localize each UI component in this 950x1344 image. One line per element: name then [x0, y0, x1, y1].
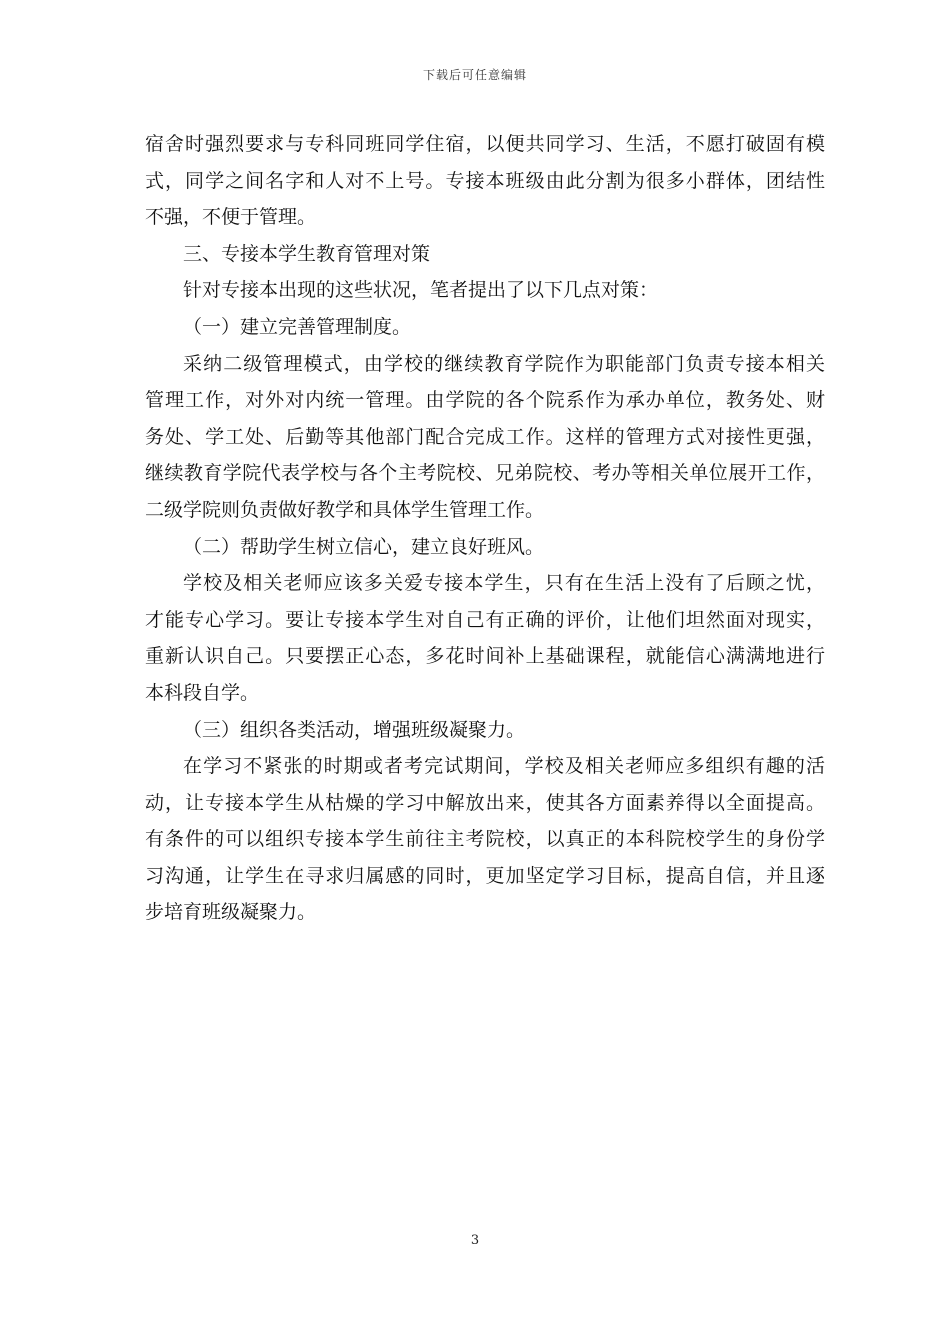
text-line: （三）组织各类活动，增强班级凝聚力。: [183, 718, 526, 741]
text-line: 动，让专接本学生从枯燥的学习中解放出来，使其各方面素养得以全面提高。: [145, 791, 825, 814]
text-line: 继续教育学院代表学校与各个主考院校、兄弟院校、考办等相关单位展开工作，: [145, 462, 825, 485]
text-line: 式，同学之间名字和人对不上号。专接本班级由此分割为很多小群体，团结性: [145, 169, 825, 192]
text-line: 学校及相关老师应该多关爱专接本学生，只有在生活上没有了后顾之忧，: [183, 572, 825, 595]
text-line: 三、专接本学生教育管理对策: [183, 242, 431, 265]
text-line: 采纳二级管理模式，由学校的继续教育学院作为职能部门负责专接本相关: [183, 352, 825, 375]
text-line: 务处、学工处、后勤等其他部门配合完成工作。这样的管理方式对接性更强，: [145, 425, 825, 448]
text-line: 步培育班级凝聚力。: [145, 901, 317, 924]
text-line: 有条件的可以组织专接本学生前往主考院校，以真正的本科院校学生的身份学: [145, 828, 825, 851]
text-line: （二）帮助学生树立信心，建立良好班风。: [183, 535, 545, 558]
text-line: 在学习不紧张的时期或者考完试期间，学校及相关老师应多组织有趣的活: [183, 755, 825, 778]
document-body: [145, 126, 825, 931]
text-line: 才能专心学习。要让专接本学生对自己有正确的评价，让他们坦然面对现实，: [145, 608, 825, 631]
text-line: 习沟通，让学生在寻求归属感的同时，更加坚定学习目标，提高自信，并且逐: [145, 864, 825, 887]
text-line: 不强，不便于管理。: [145, 206, 317, 229]
text-line: 管理工作，对外对内统一管理。由学院的各个院系作为承办单位，教务处、财: [145, 389, 825, 412]
text-line: 二级学院则负责做好教学和具体学生管理工作。: [145, 498, 545, 521]
page-number: 3: [470, 1233, 480, 1248]
text-line: 宿舍时强烈要求与专科同班同学住宿，以便共同学习、生活，不愿打破固有模: [145, 133, 825, 155]
text-line: 重新认识自己。只要摆正心态，多花时间补上基础课程，就能信心满满地进行: [145, 645, 825, 668]
text-line: （一）建立完善管理制度。: [183, 315, 412, 338]
text-line: 本科段自学。: [145, 681, 260, 704]
page-header: 下载后可任意编辑: [422, 68, 527, 82]
text-line: 针对专接本出现的这些状况，笔者提出了以下几点对策：: [183, 279, 659, 302]
